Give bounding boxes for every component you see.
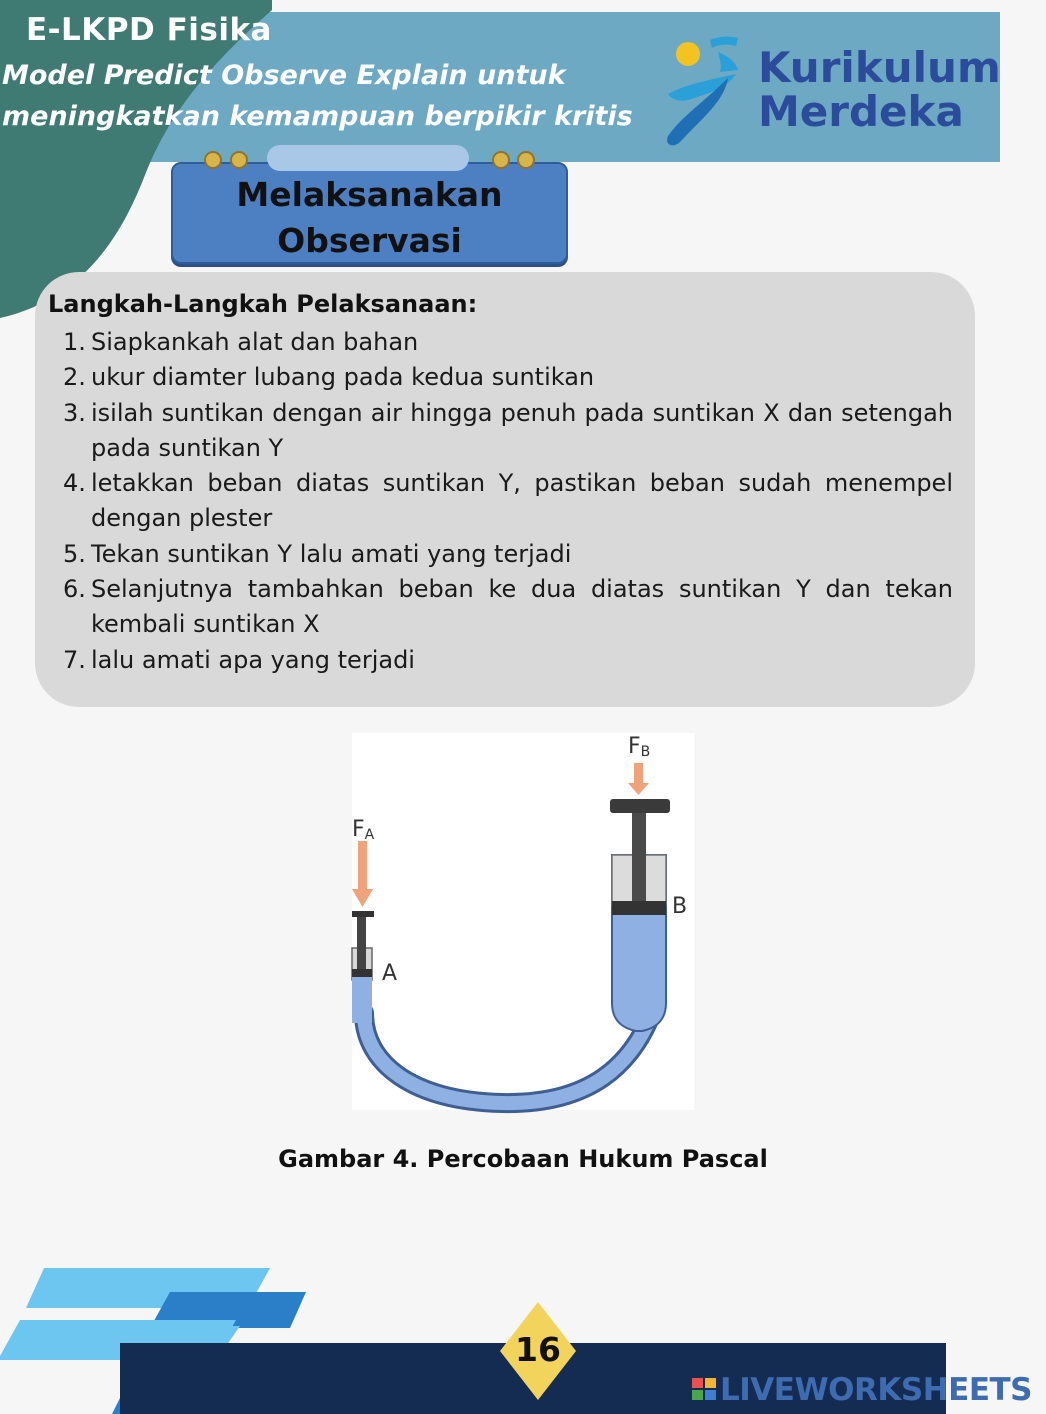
syringe-a-handle [352, 911, 374, 917]
list-item [63, 537, 953, 572]
section-title-line1: Melaksanakan [236, 175, 503, 214]
arrow-fb-shaft [634, 763, 643, 785]
figure-caption: Gambar 4. Percobaan Hukum Pascal [278, 1145, 768, 1173]
syringe-b-rod [632, 813, 646, 905]
arrow-fa-shaft [358, 841, 367, 891]
kurikulum-merdeka-logo-icon [658, 32, 753, 152]
liveworksheets-watermark[interactable]: LIVEWORKSHEETS [720, 1372, 1032, 1408]
header-subtitle-line2: meningkatkan kemampuan berpikir kritis [2, 101, 633, 132]
header-subtitle-line1: Model Predict Observe Explain untuk [2, 60, 566, 91]
steps-list [63, 325, 953, 678]
step-text: isilah suntikan dengan air hingga penuh pada suntikan X dan setengah pada suntikan Y [91, 398, 953, 462]
header-title: E-LKPD Fisika [26, 12, 272, 48]
step-text: Selanjutnya tambahkan beban ke dua diatas suntikan Y dan tekan kembali suntikan X [91, 575, 953, 639]
pascal-experiment-figure [352, 733, 694, 1110]
syringe-b-piston [612, 901, 666, 915]
banner-dot [492, 151, 510, 169]
step-number: 1. [63, 328, 86, 356]
page-number: 16 [515, 1330, 561, 1369]
banner-pill [267, 145, 469, 171]
step-number: 7. [63, 645, 86, 674]
step-text: ukur diamter lubang pada kedua suntikan [91, 363, 595, 392]
list-item [63, 396, 953, 467]
step-number: 2. [63, 363, 86, 392]
label-fb: FB [628, 734, 651, 760]
list-item [63, 360, 953, 395]
label-fa: FA [352, 817, 375, 843]
step-number: 4. [63, 469, 86, 498]
syringe-b-handle [610, 799, 670, 813]
label-b: B [672, 894, 688, 919]
section-title-line2: Observasi [277, 221, 462, 260]
logo-text-kurikulum: Kurikulum [758, 43, 1001, 92]
list-item [63, 572, 953, 643]
step-text: Siapkankah alat dan bahan [91, 328, 419, 356]
steps-heading: Langkah-Langkah Pelaksanaan: [48, 290, 478, 318]
list-item [63, 325, 953, 360]
syringe-a-rod [357, 917, 366, 973]
banner-dot [230, 151, 248, 169]
banner-dot [517, 151, 535, 169]
step-text: Tekan suntikan Y lalu amati yang terjadi [91, 539, 572, 568]
syringe-a-fluid [352, 973, 372, 1023]
step-number: 3. [63, 398, 86, 427]
step-text: letakkan beban diatas suntikan Y, pastikan beban sudah menempel dengan plester [91, 469, 953, 533]
list-item [63, 466, 953, 537]
step-number: 5. [63, 539, 86, 568]
connecting-tube [364, 1013, 652, 1103]
step-number: 6. [63, 575, 86, 604]
section-banner [171, 162, 568, 264]
step-text: lalu amati apa yang terjadi [91, 645, 415, 674]
logo-text-merdeka: Merdeka [758, 87, 964, 136]
pascal-diagram [352, 733, 694, 1110]
label-a: A [382, 961, 398, 986]
syringe-a-piston [352, 969, 372, 977]
liveworksheets-logo-icon [692, 1378, 718, 1402]
arrow-fa-head [352, 889, 373, 907]
arrow-fb-head [628, 783, 649, 795]
list-item [63, 643, 953, 678]
banner-dot [204, 151, 222, 169]
